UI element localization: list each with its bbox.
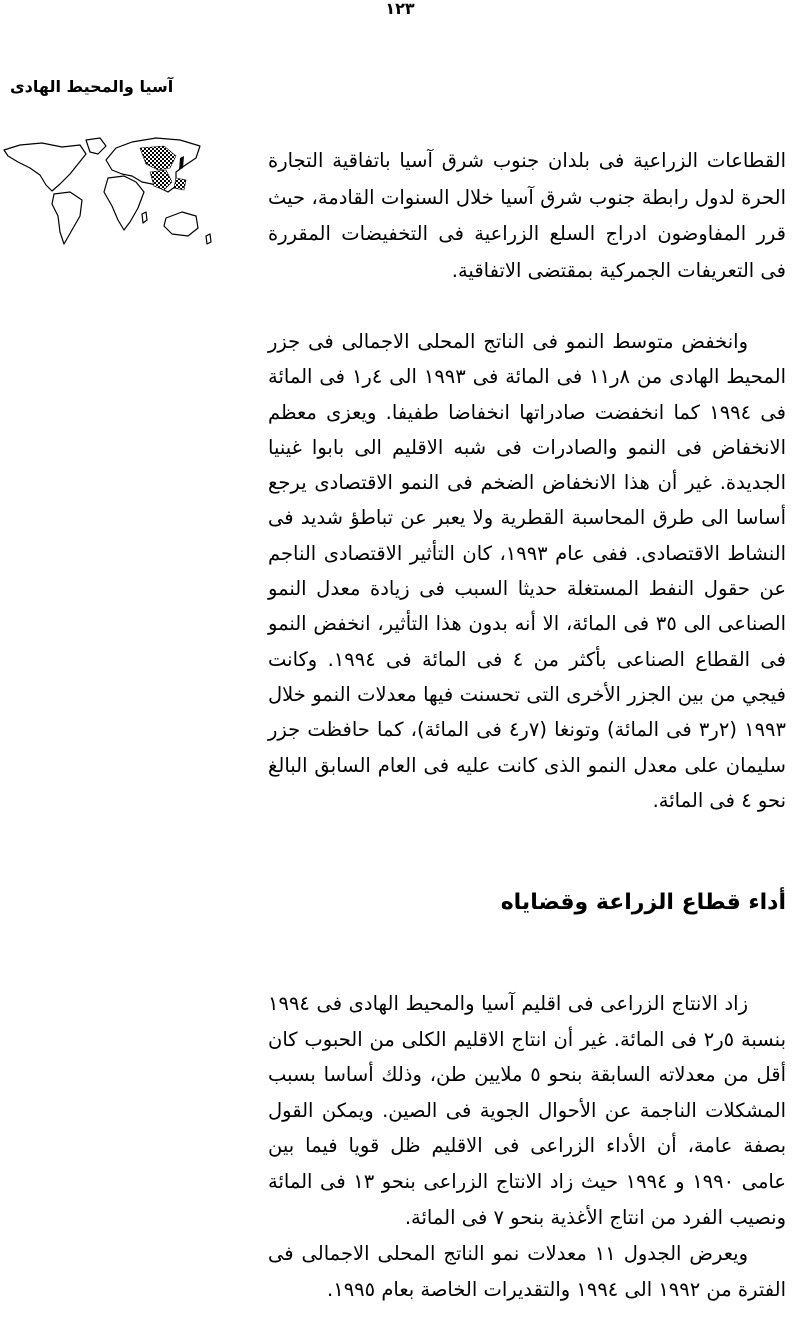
paragraph-pacific-growth: [268, 324, 786, 818]
paragraph-text: ويعرض الجدول ١١ معدلات نمو الناتج المحلى الاجمالى فى الفترة من ١٩٩٢ الى ١٩٩٤ والتقديرات الخاصة بعام ١٩٩٥.: [268, 1242, 786, 1301]
paragraph-table-reference: [268, 1236, 786, 1307]
paragraph-agricultural-output: [268, 986, 786, 1235]
paragraph-text: زاد الانتاج الزراعى فى اقليم آسيا والمحيط الهادى فى ١٩٩٤ بنسبة ٥ر٢ فى المائة. غير أن انتاج الاقليم الكلى من الحبوب كان أقل من معدلاته السابقة بنحو ٥ ملايين طن، وذلك أساسا بسبب المشكلات الناجمة عن الأحوال الجوية فى الصين. ويمكن القول بصفة عامة، أن الأداء الزراعى فى الاقليم ظل قويا فيما بين عامى ١٩٩٠ و ١٩٩٤ حيث زاد الانتاج الزراعى بنحو ١٣ فى المائة ونصيب الفرد من انتاج الأغذية بنحو ٧ فى المائة.: [268, 992, 786, 1229]
running-head: آسيا والمحيط الهادى: [10, 77, 174, 96]
section-heading: أداء قطاع الزراعة وقضاياه: [500, 890, 786, 915]
paragraph-asean-trade: [268, 143, 786, 289]
world-map-icon: [0, 128, 220, 258]
page-number: ١٢٣: [385, 0, 415, 18]
paragraph-text: القطاعات الزراعية فى بلدان جنوب شرق آسيا باتفاقية التجارة الحرة لدول رابطة جنوب شرق آسيا خلال السنوات القادمة، حيث قرر المفاوضون ادراج السلع الزراعية فى التخفيضات المقررة فى التعريفات الجمركية بمقتضى الاتفاقية.: [268, 149, 786, 282]
paragraph-text: وانخفض متوسط النمو فى الناتج المحلى الاجمالى فى جزر المحيط الهادى من ٨ر١١ فى المائة فى ١٩٩٣ الى ٤ر١ فى المائة فى ١٩٩٤ كما انخفضت صادراتها انخفاضا طفيفا. ويعزى معظم الانخفاض فى النمو والصادرات فى شبه الاقليم الى بابوا غينيا الجديدة. غير أن هذا الانخفاض الضخم فى النمو الاقتصادى يرجع أساسا الى طرق المحاسبة القطرية ولا يعبر عن تباطؤ شديد فى النشاط الاقتصادى. ففى عام ١٩٩٣، كان التأثير الاقتصادى الناجم عن حقول النفط المستغلة حديثا السبب فى زيادة معدل النمو الصناعى الى ٣٥ فى المائة، الا أنه بدون هذا التأثير، انخفض النمو فى القطاع الصناعى بأكثر من ٤ فى المائة فى ١٩٩٤. وكانت فيجي من بين الجزر الأخرى التى تحسنت فيها معدلات النمو خلال ١٩٩٣ (٢ر٣ فى المائة) وتونغا (٧ر٤ فى المائة)، كما حافظت جزر سليمان على معدل النمو الذى كانت عليه فى العام السابق البالغ نحو ٤ فى المائة.: [268, 330, 786, 812]
